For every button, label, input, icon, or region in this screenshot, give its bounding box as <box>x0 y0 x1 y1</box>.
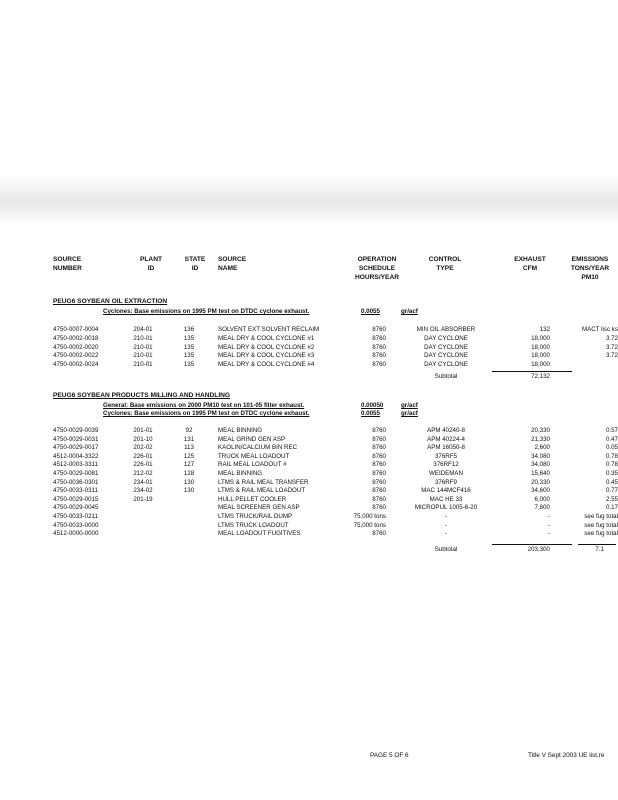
source-name: MEAL LOADOUT FUGITIVES <box>218 530 301 538</box>
table-row <box>0 504 618 512</box>
source-number: 4750-0007-0004 <box>53 326 99 333</box>
header-emissions-l2: TONS/YEAR <box>570 265 610 272</box>
control-type: APM 16050-8 <box>427 444 465 452</box>
basis-unit: gr/acf <box>401 410 418 417</box>
table-row <box>0 335 618 343</box>
basis-factor: 0.0055 <box>361 308 380 315</box>
header-exhaust-l2: CFM <box>522 265 538 272</box>
operation-hours: 8760 <box>372 530 386 538</box>
subtotal-rule-left <box>492 544 572 545</box>
header-oper-l2: SCHEDULE <box>358 265 396 272</box>
emissions-pm10: 0.47 <box>605 435 618 443</box>
state-id: 92 <box>185 427 193 434</box>
header-plant-l2: ID <box>147 265 155 272</box>
source-number: 4750-0002-0020 <box>53 343 99 351</box>
exhaust-cfm: 34,080 <box>531 452 550 460</box>
emissions-pm10: 0.35 <box>605 470 618 477</box>
section1-subtotal-row <box>0 373 618 381</box>
plant-id: 210-01 <box>133 334 153 342</box>
header-control-l2: TYPE <box>436 265 454 272</box>
header-control-l1: CONTROL <box>428 256 462 263</box>
operation-hours: 8760 <box>372 470 386 477</box>
subtotal-rule <box>492 371 572 372</box>
exhaust-cfm: 15,640 <box>531 470 550 477</box>
exhaust-cfm: - <box>547 521 550 529</box>
header-emissions-l1: EMISSIONS <box>571 256 609 263</box>
subtotal-emissions: 7.1 <box>595 546 604 553</box>
control-type: 376RF5 <box>434 452 457 460</box>
state-id: 130 <box>183 487 195 495</box>
operation-hours: 8760 <box>372 461 386 469</box>
emissions-pm10: 3.72 <box>605 343 618 351</box>
source-name: MEAL GRIND GEN ASP <box>218 435 286 443</box>
control-type: DAY CYCLONE <box>424 352 468 360</box>
subtotal-cfm: 203,300 <box>527 546 550 553</box>
source-name: MEAL DRY & COOL CYCLONE #2 <box>218 343 315 351</box>
source-name: MEAL DRY & COOL CYCLONE #4 <box>218 361 315 369</box>
table-row <box>0 444 618 452</box>
plant-id: 226-01 <box>133 452 153 460</box>
emissions-pm10: MACT lisc ks <box>582 326 618 333</box>
header-exhaust-l1: EXHAUST <box>514 256 546 263</box>
operation-hours: 8760 <box>372 444 386 452</box>
state-id: 135 <box>183 343 195 351</box>
table-row <box>0 436 618 444</box>
emissions-pm10: 3.72 <box>605 334 618 342</box>
source-number: 4750-0029-0015 <box>53 495 99 503</box>
basis-unit: gr/acf <box>401 308 418 315</box>
exhaust-cfm: 18,000 <box>531 343 550 351</box>
operation-hours: 8760 <box>372 487 386 495</box>
emissions-pm10: 2.55 <box>605 495 618 503</box>
header-oper-l1: OPERATION <box>357 256 397 263</box>
control-type: 376RF12 <box>433 461 459 469</box>
basis-text: General: Base emissions on 2000 PM10 test on 101-05 filter exhaust. <box>103 402 305 409</box>
basis-factor: 0.0055 <box>361 410 380 417</box>
header-exhaust <box>502 255 558 273</box>
state-id: 135 <box>183 352 195 360</box>
header-source <box>53 255 82 273</box>
subtotal-rule-right <box>578 544 616 545</box>
plant-id: 226-01 <box>133 461 153 469</box>
operation-hours: 8760 <box>372 495 386 503</box>
source-name: LTMS TRUCK LOADOUT <box>218 521 289 529</box>
control-type: APM 40240-8 <box>427 427 465 434</box>
source-number: 4750-0033-0000 <box>53 521 99 529</box>
table-row <box>0 427 618 435</box>
plant-id: 234-02 <box>133 487 153 495</box>
source-name: SOLVENT EXT SOLVENT RECLAIM <box>218 326 320 333</box>
control-type: DAY CYCLONE <box>424 334 468 342</box>
emissions-pm10: see fug total <box>584 530 618 538</box>
control-type: - <box>444 513 448 520</box>
header-source-l1: SOURCE <box>53 256 82 263</box>
header-state-l2: ID <box>191 265 199 272</box>
page-number: PAGE 5 OF 6 <box>370 752 409 759</box>
plant-id: 201-19 <box>133 495 153 503</box>
emissions-pm10: 0.78 <box>605 461 618 469</box>
header-emissions-l3: PM10 <box>581 274 599 281</box>
table-row <box>0 530 618 538</box>
table-row <box>0 361 618 369</box>
state-id: 125 <box>183 452 195 460</box>
source-name: LTMS TRUCK/RAIL DUMP <box>218 513 293 520</box>
source-number: 4750-0029-0081 <box>53 470 99 477</box>
source-name: LTMS & RAIL MEAL LOADOUT <box>218 487 306 495</box>
state-id: 135 <box>183 361 195 369</box>
exhaust-cfm: 21,330 <box>531 435 550 443</box>
subtotal-label: Subtotal <box>434 373 458 380</box>
table-row <box>0 496 618 504</box>
operation-hours: 75,000 tons <box>353 513 386 520</box>
source-number: 4750-0002-0022 <box>53 352 99 360</box>
exhaust-cfm: 20,330 <box>531 427 550 434</box>
header-state-l1: STATE <box>184 256 206 263</box>
subtotal-cfm: 72,132 <box>531 373 550 380</box>
state-id: 128 <box>183 470 195 477</box>
operation-hours: 8760 <box>372 352 386 360</box>
table-row <box>0 352 618 360</box>
section2-subtotal-row <box>0 546 618 554</box>
source-number: 4750-0002-0024 <box>53 361 99 369</box>
state-id: 127 <box>183 461 195 469</box>
source-name: RAIL MEAL LOADOUT # <box>218 461 287 469</box>
source-name: MEAL DRY & COOL CYCLONE #3 <box>218 352 315 360</box>
state-id: 130 <box>183 478 195 486</box>
table-row <box>0 344 618 352</box>
source-number: 4750-0002-0018 <box>53 334 99 342</box>
source-name: MEAL SCREENER GEN ASP <box>218 504 300 512</box>
control-type: APM 40224-4 <box>427 435 465 443</box>
header-source-name <box>218 255 246 273</box>
subtotal-label: Subtotal <box>434 546 458 553</box>
operation-hours: 8760 <box>372 478 386 486</box>
header-control <box>412 255 478 273</box>
plant-id: 212-02 <box>133 470 153 477</box>
state-id: 136 <box>183 326 195 333</box>
header-sname-l1: SOURCE <box>218 256 247 263</box>
exhaust-cfm: - <box>547 513 550 520</box>
section-title-milling-handling: PEUG6 SOYBEAN PRODUCTS MILLING AND HANDLING <box>53 392 231 399</box>
state-id: 131 <box>183 435 195 443</box>
source-name: LTMS & RAIL MEAL TRANSFER <box>218 478 309 486</box>
source-number: 4750-0029-0031 <box>53 435 99 443</box>
control-type: MAC 144MCF416 <box>421 487 471 495</box>
source-number: 4512-0000-0000 <box>53 530 99 538</box>
control-type: DAY CYCLONE <box>424 343 468 351</box>
header-sname-l2: NAME <box>218 265 238 272</box>
emissions-pm10: 0.77 <box>605 487 618 495</box>
source-number: 4750-0036-0301 <box>53 478 99 486</box>
emissions-pm10: see fug total <box>584 521 618 529</box>
source-name: MEAL DRY & COOL CYCLONE #1 <box>218 334 315 342</box>
plant-id: 210-01 <box>133 352 153 360</box>
header-plant <box>128 255 174 273</box>
basis-factor: 0.00050 <box>361 402 384 409</box>
control-type: WEIDEMAN <box>428 470 464 477</box>
emissions-pm10: 0.78 <box>605 452 618 460</box>
emissions-pm10: 0.17 <box>605 504 618 512</box>
state-id: 135 <box>183 334 195 342</box>
state-id: 113 <box>184 444 194 452</box>
plant-id: 201-01 <box>133 427 153 434</box>
exhaust-cfm: 18,000 <box>531 361 550 369</box>
exhaust-cfm: 2,600 <box>534 444 550 452</box>
operation-hours: 8760 <box>372 435 386 443</box>
control-type: - <box>444 530 448 538</box>
exhaust-cfm: - <box>547 530 550 538</box>
table-row <box>0 453 618 461</box>
basis-text: Cyclones: Base emissions on 1995 PM test on DTDC cyclone exhaust. <box>103 308 310 315</box>
operation-hours: 8760 <box>372 326 386 333</box>
exhaust-cfm: 18,000 <box>531 352 550 360</box>
source-number: 4750-0033-0211 <box>53 513 98 520</box>
table-row <box>0 487 618 495</box>
exhaust-cfm: 18,000 <box>531 334 550 342</box>
control-type: - <box>444 521 448 529</box>
exhaust-cfm: 6,000 <box>534 495 550 503</box>
plant-id: 210-01 <box>133 343 153 351</box>
basis-unit: gr/acf <box>401 402 418 409</box>
source-number: 4750-0029-0017 <box>53 444 99 452</box>
table-row <box>0 479 618 487</box>
table-row <box>0 470 618 478</box>
header-source-l2: NUMBER <box>53 265 82 272</box>
source-number: 4512-0003-3311 <box>53 461 98 469</box>
operation-hours: 8760 <box>372 343 386 351</box>
table-row <box>0 461 618 469</box>
source-number: 4750-0029-0039 <box>53 427 99 434</box>
plant-id: 202-02 <box>133 444 153 452</box>
source-name: MEAL BINNING <box>218 470 263 477</box>
table-row <box>0 513 618 521</box>
operation-hours: 8760 <box>372 361 386 369</box>
scan-artifact-band <box>0 175 618 225</box>
operation-hours: 8760 <box>372 452 386 460</box>
operation-hours: 8760 <box>372 504 386 512</box>
source-name: MEAL BINNING <box>218 427 263 434</box>
exhaust-cfm: 20,330 <box>531 478 550 486</box>
source-name: TRUCK MEAL LOADOUT <box>218 452 290 460</box>
header-emissions <box>564 255 616 282</box>
plant-id: 204-01 <box>133 326 153 333</box>
exhaust-cfm: 34,600 <box>531 487 550 495</box>
exhaust-cfm: 34,080 <box>531 461 550 469</box>
emissions-pm10: 0.57 <box>605 427 618 434</box>
section-title-oil-extraction: PEUG6 SOYBEAN OIL EXTRACTION <box>53 298 168 305</box>
emissions-pm10: see fug total <box>584 513 618 520</box>
operation-hours: 75,000 tons <box>353 521 386 529</box>
operation-hours: 8760 <box>372 334 386 342</box>
operation-hours: 8760 <box>372 427 386 434</box>
exhaust-cfm: 132 <box>539 326 550 333</box>
header-plant-l1: PLANT <box>140 256 162 263</box>
header-state <box>178 255 212 273</box>
emissions-pm10: 3.72 <box>605 352 618 360</box>
header-operation <box>346 255 408 282</box>
exhaust-cfm: 7,800 <box>534 504 550 512</box>
basis-text: Cyclones: Base emissions on 1995 PM test on DTDC cyclone exhaust. <box>103 410 310 417</box>
control-type: MAC HE 33 <box>429 495 463 503</box>
table-row <box>0 326 618 334</box>
source-name: HULL PELLET COOLER <box>218 495 287 503</box>
control-type: 376RF9 <box>434 478 457 486</box>
emissions-pm10: 0.05 <box>605 444 618 452</box>
plant-id: 234-01 <box>133 478 153 486</box>
control-type: DAY CYCLONE <box>424 361 468 369</box>
table-row <box>0 522 618 530</box>
emissions-pm10: 0.45 <box>605 478 618 486</box>
source-number: 4750-0033-0311 <box>53 487 98 495</box>
source-number: 4750-0029-0045 <box>53 504 99 512</box>
header-oper-l3: HOURS/YEAR <box>355 274 399 281</box>
plant-id: 201-10 <box>133 435 153 443</box>
plant-id: 210-01 <box>133 361 153 369</box>
control-type: MIN OIL ABSORBER <box>416 326 476 333</box>
source-name: KAOLIN/CALCIUM BIN REC <box>218 444 298 452</box>
document-label: Title V Sept 2003 UE list.re <box>528 752 605 759</box>
control-type: MICROPUL 1005-6-20 <box>414 504 478 512</box>
source-number: 4512-0004-3322 <box>53 452 99 460</box>
